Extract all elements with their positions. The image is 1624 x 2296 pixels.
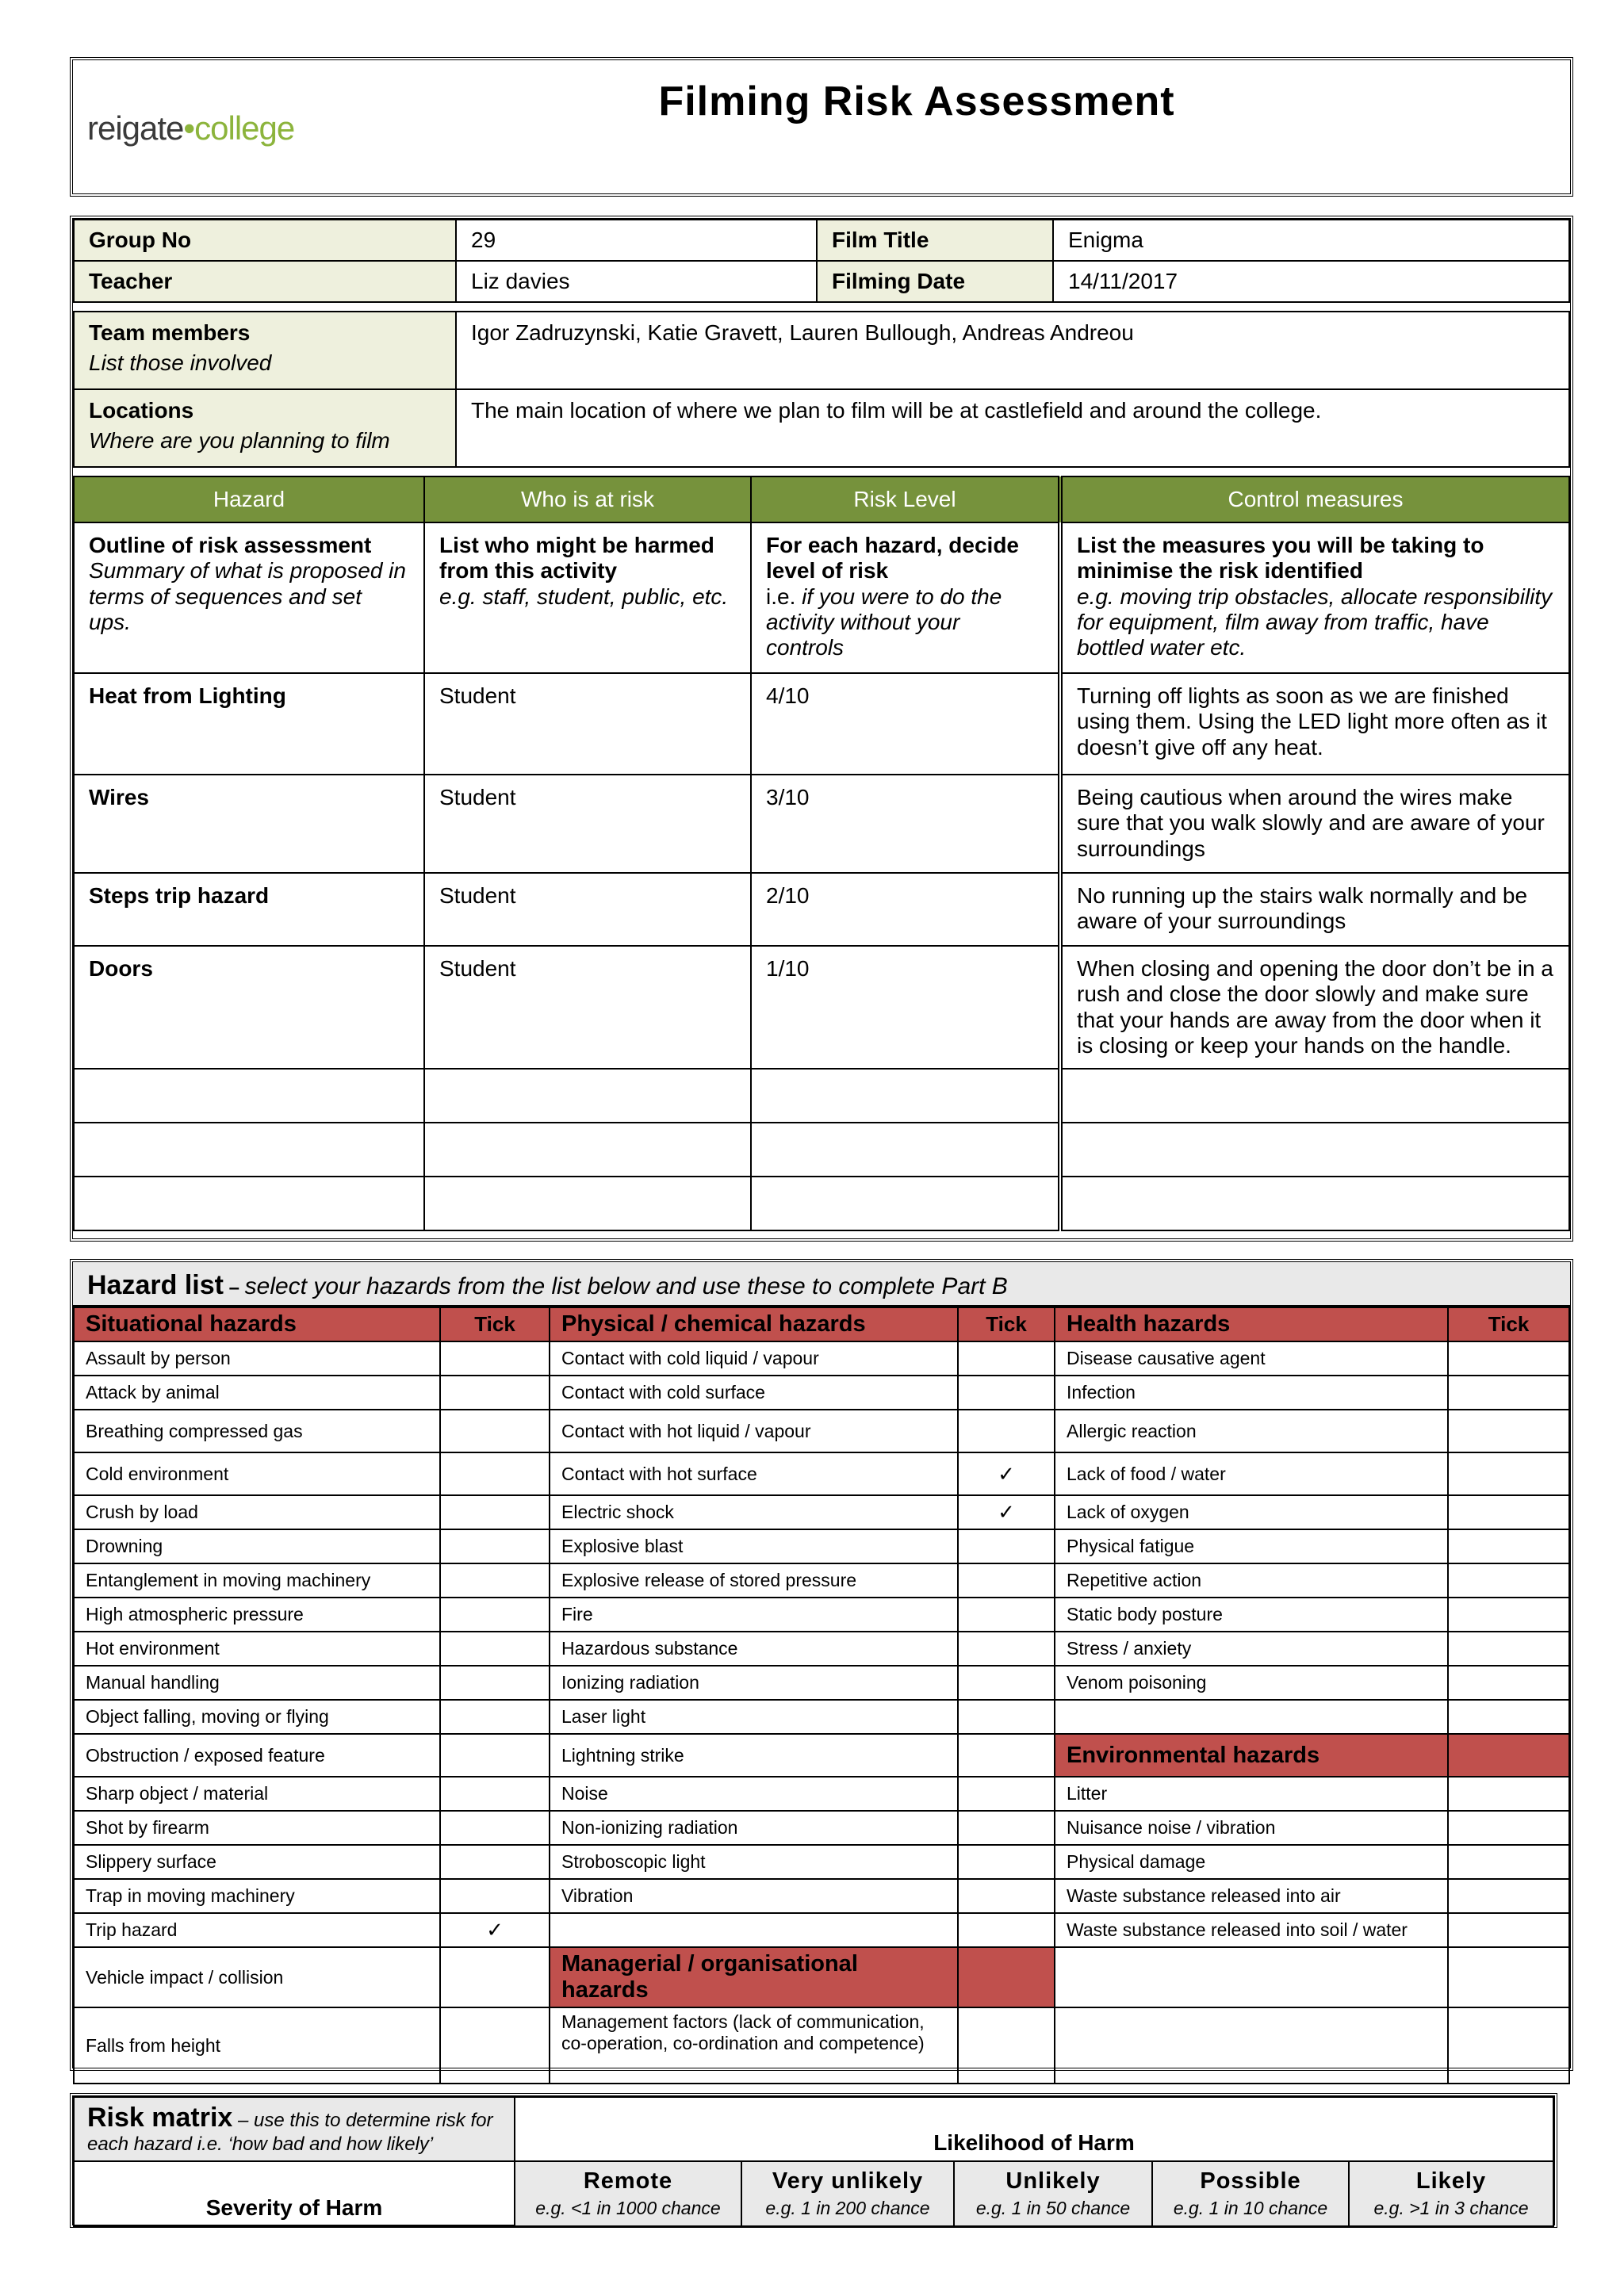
physical-hazard-item: Vibration	[550, 1879, 958, 1913]
tick-cell	[440, 1376, 550, 1410]
tick-cell	[1448, 1410, 1569, 1452]
environmental-hazard-item: Nuisance noise / vibration	[1055, 1811, 1448, 1845]
tick-cell	[440, 2007, 550, 2084]
physical-hazard-item: Non-ionizing radiation	[550, 1811, 958, 1845]
risk-row-control: No running up the stairs walk normally and be aware of your surroundings	[1060, 873, 1569, 946]
situational-hazard-item: Crush by load	[74, 1495, 440, 1529]
physical-hazards-header: Physical / chemical hazards	[550, 1307, 958, 1341]
college-logo: reigate•college	[87, 109, 295, 147]
tick-cell	[958, 1632, 1055, 1666]
tick-header: Tick	[1448, 1307, 1569, 1341]
empty-cell	[958, 1947, 1055, 2007]
situational-hazard-item: Breathing compressed gas	[74, 1410, 440, 1452]
tick-header: Tick	[440, 1307, 550, 1341]
physical-hazard-item: Contact with hot surface	[550, 1452, 958, 1495]
situational-hazard-item: Vehicle impact / collision	[74, 1947, 440, 2007]
situational-hazard-item: Slippery surface	[74, 1845, 440, 1879]
physical-hazard-item: Explosive release of stored pressure	[550, 1563, 958, 1598]
situational-hazard-item: Manual handling	[74, 1666, 440, 1700]
physical-hazard-item: Electric shock	[550, 1495, 958, 1529]
empty-cell	[1448, 1734, 1569, 1777]
tick-cell	[1448, 1495, 1569, 1529]
tick-cell	[1448, 1811, 1569, 1845]
tick-cell	[440, 1341, 550, 1376]
physical-hazard-item: Stroboscopic light	[550, 1845, 958, 1879]
tick-cell	[958, 1341, 1055, 1376]
health-hazard-item: Stress / anxiety	[1055, 1632, 1448, 1666]
teacher-label: Teacher	[74, 261, 456, 302]
health-hazard-item: Allergic reaction	[1055, 1410, 1448, 1452]
empty-cell	[751, 1069, 1060, 1123]
environmental-hazard-item: Litter	[1055, 1777, 1448, 1811]
situational-hazard-item: Attack by animal	[74, 1376, 440, 1410]
tick-cell	[1448, 1845, 1569, 1879]
tick-header: Tick	[958, 1307, 1055, 1341]
teacher-value: Liz davies	[456, 261, 817, 302]
likelihood-column: Unlikely e.g. 1 in 50 chance	[954, 2161, 1152, 2226]
risk-row-hazard: Wires	[74, 775, 424, 873]
likelihood-column: Remote e.g. <1 in 1000 chance	[515, 2161, 741, 2226]
tick-cell	[440, 1947, 550, 2007]
tick-cell	[958, 1845, 1055, 1879]
tick-cell	[1448, 1913, 1569, 1947]
health-hazard-item: Physical fatigue	[1055, 1529, 1448, 1563]
empty-cell	[424, 1069, 751, 1123]
tick-cell	[958, 1734, 1055, 1777]
risk-matrix-section	[70, 2093, 1557, 2228]
situational-hazard-item: Sharp object / material	[74, 1777, 440, 1811]
empty-cell	[424, 1123, 751, 1177]
risk-row-level: 2/10	[751, 873, 1060, 946]
document-header	[70, 57, 1573, 197]
severity-header: Severity of Harm	[74, 2161, 515, 2226]
risk-row-control: When closing and opening the door don’t be in a rush and close the door slowly and make sure that your hands are away from the door when it is closing or keep your hands on the handle.	[1060, 946, 1569, 1069]
environmental-hazards-header: Environmental hazards	[1055, 1734, 1448, 1777]
situational-hazard-item: Obstruction / exposed feature	[74, 1734, 440, 1777]
tick-cell	[440, 1563, 550, 1598]
tick-cell	[440, 1700, 550, 1734]
risk-row-hazard: Steps trip hazard	[74, 873, 424, 946]
situational-hazards-header: Situational hazards	[74, 1307, 440, 1341]
locations-label: Locations Where are you planning to film	[74, 389, 456, 467]
risk-row-control: Being cautious when around the wires make sure that you walk slowly and are aware of your surroundings	[1060, 775, 1569, 873]
tick-cell	[958, 1666, 1055, 1700]
tick-cell: ✓	[958, 1452, 1055, 1495]
risk-row-who: Student	[424, 673, 751, 775]
physical-hazard-item: Noise	[550, 1777, 958, 1811]
guide-hazard: Outline of risk assessment Summary of what is proposed in terms of sequences and set ups.	[74, 522, 424, 673]
empty-cell	[424, 1177, 751, 1230]
risk-row-level: 1/10	[751, 946, 1060, 1069]
physical-hazard-item: Contact with cold surface	[550, 1376, 958, 1410]
situational-hazard-item: Trip hazard	[74, 1913, 440, 1947]
empty-cell	[751, 1123, 1060, 1177]
tick-cell	[1448, 1529, 1569, 1563]
team-locations-table	[73, 311, 1570, 468]
tick-cell	[1448, 1341, 1569, 1376]
tick-cell	[440, 1452, 550, 1495]
situational-hazard-item: Entanglement in moving machinery	[74, 1563, 440, 1598]
health-hazard-item: Static body posture	[1055, 1598, 1448, 1632]
tick-cell	[958, 1376, 1055, 1410]
guide-who: List who might be harmed from this activity e.g. staff, student, public, etc.	[424, 522, 751, 673]
health-hazard-item: Repetitive action	[1055, 1563, 1448, 1598]
tick-cell	[440, 1529, 550, 1563]
empty-cell	[74, 1123, 424, 1177]
empty-cell	[74, 1177, 424, 1230]
guide-control: List the measures you will be taking to minimise the risk identified e.g. moving trip obstacles, allocate responsibility for equipment, film away from traffic, have bottled water etc.	[1060, 522, 1569, 673]
empty-cell	[1060, 1069, 1569, 1123]
tick-cell	[1448, 1376, 1569, 1410]
tick-cell	[1448, 1777, 1569, 1811]
tick-cell	[1448, 2007, 1569, 2084]
tick-cell	[1448, 1700, 1569, 1734]
risk-matrix-table	[73, 2096, 1554, 2227]
tick-cell	[958, 1879, 1055, 1913]
physical-hazard-item: Lightning strike	[550, 1734, 958, 1777]
physical-hazard-item: Contact with hot liquid / vapour	[550, 1410, 958, 1452]
empty-cell	[1055, 1947, 1448, 2007]
empty-cell	[550, 1913, 958, 1947]
risk-matrix-title: Risk matrix – use this to determine risk for each hazard i.e. ‘how bad and how likely’	[74, 2097, 515, 2161]
likelihood-column: Likely e.g. >1 in 3 chance	[1349, 2161, 1553, 2226]
physical-hazard-item: Ionizing radiation	[550, 1666, 958, 1700]
tick-cell	[1448, 1879, 1569, 1913]
film-title-label: Film Title	[817, 220, 1053, 261]
tick-cell	[958, 1529, 1055, 1563]
tick-cell	[440, 1632, 550, 1666]
risk-row-control: Turning off lights as soon as we are finished using them. Using the LED light more often as it doesn’t give off any heat.	[1060, 673, 1569, 775]
film-title-value: Enigma	[1053, 220, 1569, 261]
tick-cell	[440, 1845, 550, 1879]
group-no-label: Group No	[74, 220, 456, 261]
situational-hazard-item: Cold environment	[74, 1452, 440, 1495]
tick-cell	[958, 1777, 1055, 1811]
tick-cell	[958, 1598, 1055, 1632]
tick-cell: ✓	[958, 1495, 1055, 1529]
environmental-hazard-item: Waste substance released into air	[1055, 1879, 1448, 1913]
project-info-table	[73, 219, 1570, 303]
header-risk-level: Risk Level	[751, 476, 1060, 522]
tick-cell	[958, 1563, 1055, 1598]
group-no-value: 29	[456, 220, 817, 261]
tick-cell	[440, 1666, 550, 1700]
tick-cell	[440, 1734, 550, 1777]
filming-date-label: Filming Date	[817, 261, 1053, 302]
empty-cell	[1060, 1177, 1569, 1230]
physical-hazard-item: Laser light	[550, 1700, 958, 1734]
team-members-label: Team members List those involved	[74, 312, 456, 389]
physical-hazard-item: Contact with cold liquid / vapour	[550, 1341, 958, 1376]
tick-cell	[958, 1811, 1055, 1845]
filming-date-value: 14/11/2017	[1053, 261, 1569, 302]
tick-cell	[958, 1913, 1055, 1947]
tick-cell	[1448, 1632, 1569, 1666]
header-who-at-risk: Who is at risk	[424, 476, 751, 522]
risk-row-who: Student	[424, 946, 751, 1069]
situational-hazard-item: High atmospheric pressure	[74, 1598, 440, 1632]
health-hazard-item: Lack of oxygen	[1055, 1495, 1448, 1529]
empty-cell	[74, 1069, 424, 1123]
empty-cell	[1060, 1123, 1569, 1177]
health-hazard-item: Infection	[1055, 1376, 1448, 1410]
tick-cell	[1448, 1563, 1569, 1598]
tick-cell	[1448, 1598, 1569, 1632]
tick-cell	[1448, 1947, 1569, 2007]
risk-row-hazard: Heat from Lighting	[74, 673, 424, 775]
locations-value: The main location of where we plan to film will be at castlefield and around the college.	[456, 389, 1569, 467]
likelihood-header: Likelihood of Harm	[515, 2097, 1553, 2161]
risk-row-hazard: Doors	[74, 946, 424, 1069]
likelihood-column: Possible e.g. 1 in 10 chance	[1152, 2161, 1349, 2226]
header-control-measures: Control measures	[1060, 476, 1569, 522]
situational-hazard-item: Assault by person	[74, 1341, 440, 1376]
risk-row-who: Student	[424, 775, 751, 873]
environmental-hazard-item: Physical damage	[1055, 1845, 1448, 1879]
physical-hazard-item: Hazardous substance	[550, 1632, 958, 1666]
health-hazard-item: Disease causative agent	[1055, 1341, 1448, 1376]
risk-table	[73, 476, 1570, 1231]
tick-cell	[440, 1811, 550, 1845]
empty-cell	[1055, 2007, 1448, 2084]
risk-row-level: 4/10	[751, 673, 1060, 775]
physical-hazard-item: Fire	[550, 1598, 958, 1632]
health-hazard-item: Lack of food / water	[1055, 1452, 1448, 1495]
tick-cell	[440, 1777, 550, 1811]
managerial-hazard-item: Management factors (lack of communication, co-operation, co-ordination and competence)	[550, 2007, 958, 2084]
tick-cell	[440, 1598, 550, 1632]
empty-cell	[751, 1177, 1060, 1230]
tick-cell	[958, 1410, 1055, 1452]
risk-row-level: 3/10	[751, 775, 1060, 873]
situational-hazard-item: Drowning	[74, 1529, 440, 1563]
situational-hazard-item: Trap in moving machinery	[74, 1879, 440, 1913]
environmental-hazard-item: Waste substance released into soil / water	[1055, 1913, 1448, 1947]
document-title: Filming Risk Assessment	[658, 78, 1175, 124]
hazard-list-title: Hazard list – select your hazards from the list below and use these to complete Part B	[73, 1262, 1570, 1307]
tick-cell	[440, 1495, 550, 1529]
likelihood-column: Very unlikely e.g. 1 in 200 chance	[741, 2161, 954, 2226]
managerial-hazards-header: Managerial / organisational hazards	[550, 1947, 958, 2007]
tick-cell	[958, 1700, 1055, 1734]
guide-level: For each hazard, decide level of risk i.e. if you were to do the activity without your controls	[751, 522, 1060, 673]
hazard-list-section	[70, 1259, 1573, 2071]
tick-cell	[440, 1879, 550, 1913]
physical-hazard-item: Explosive blast	[550, 1529, 958, 1563]
team-members-value: Igor Zadruzynski, Katie Gravett, Lauren Bullough, Andreas Andreou	[456, 312, 1569, 389]
empty-cell	[1055, 1700, 1448, 1734]
situational-hazard-item: Shot by firearm	[74, 1811, 440, 1845]
health-hazards-header: Health hazards	[1055, 1307, 1448, 1341]
situational-hazard-item: Falls from height	[74, 2007, 440, 2084]
assessment-section	[70, 216, 1573, 1242]
tick-cell	[958, 2007, 1055, 2084]
tick-cell	[1448, 1452, 1569, 1495]
tick-cell	[440, 1410, 550, 1452]
header-hazard: Hazard	[74, 476, 424, 522]
risk-row-who: Student	[424, 873, 751, 946]
hazard-list-table	[73, 1307, 1570, 2084]
tick-cell: ✓	[440, 1913, 550, 1947]
situational-hazard-item: Hot environment	[74, 1632, 440, 1666]
tick-cell	[1448, 1666, 1569, 1700]
situational-hazard-item: Object falling, moving or flying	[74, 1700, 440, 1734]
health-hazard-item: Venom poisoning	[1055, 1666, 1448, 1700]
